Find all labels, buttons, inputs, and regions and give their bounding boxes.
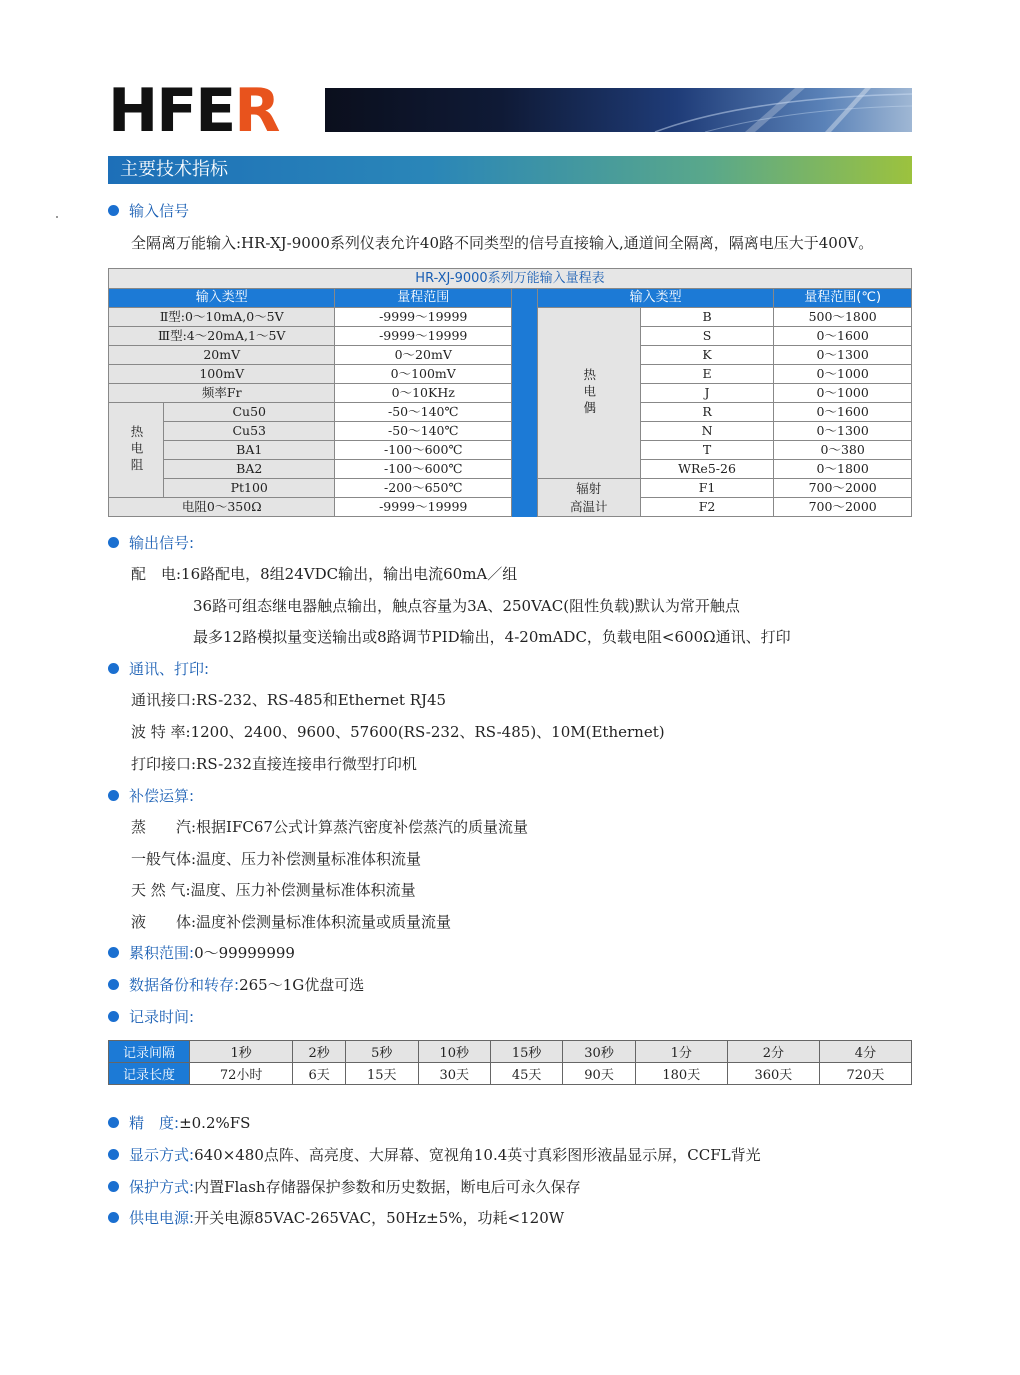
output-line-3: 最多12路模拟量变送输出或8路调节PID输出，4-20mADC，负载电阻<600Ω通讯、打印 (193, 628, 791, 646)
table-cell: 45天 (490, 1063, 562, 1085)
comp-line-3: 天 然 气:温度、压力补偿测量标准体积流量 (131, 881, 416, 899)
table-row (109, 479, 912, 498)
stray-mark (56, 216, 58, 218)
comp-line-2: 一般气体:温度、压力补偿测量标准体积流量 (131, 850, 422, 868)
comm-line-2: 波 特 率:1200、2400、9600、57600(RS-232、RS-485)、10M(Ethernet) (131, 723, 665, 741)
table-cell: 720天 (819, 1063, 911, 1085)
comm-line-1: 通讯接口:RS-232、RS-485和Ethernet RJ45 (131, 691, 447, 709)
bullet-dot-icon (108, 663, 119, 674)
table-cell: 30秒 (563, 1041, 635, 1063)
input-heading: 输入信号 (108, 200, 189, 221)
table-cell: J (640, 384, 774, 403)
table-cell: -200～650℃ (335, 479, 512, 498)
table-cell: 2分 (727, 1041, 819, 1063)
output-heading: 输出信号: (108, 532, 194, 553)
table-cell: R (640, 403, 774, 422)
col-header-range-right: 量程范围(℃) (774, 289, 912, 308)
output-line-2: 36路可组态继电器触点输出，触点容量为3A、250VAC(阻性负载)默认为常开触点 (193, 597, 740, 615)
bullet-dot-icon (108, 1149, 119, 1160)
protection-mode: 保护方式: 内置Flash存储器保护参数和历史数据，断电后可永久保存 (108, 1176, 581, 1197)
range-table-caption: HR-XJ-9000系列万能输入量程表 (109, 269, 912, 289)
rectime-heading: 记录时间: (108, 1006, 194, 1027)
table-cell: 电阻0～350Ω (109, 498, 335, 517)
table-cell: BA2 (164, 460, 335, 479)
col-header-input-type: 输入类型 (109, 289, 335, 308)
bullet-dot-icon (108, 537, 119, 548)
record-time-table (108, 1040, 912, 1085)
comm-line-3: 打印接口:RS-232直接连接串行微型打印机 (131, 755, 417, 773)
bullet-dot-icon (108, 979, 119, 990)
table-cell: 0～380 (774, 441, 912, 460)
table-row (109, 384, 912, 403)
table-cell: 15秒 (490, 1041, 562, 1063)
table-cell: S (640, 327, 774, 346)
table-cell: -9999～19999 (335, 327, 512, 346)
table-cell: 记录间隔 (109, 1041, 190, 1063)
bullet-dot-icon (108, 1181, 119, 1192)
table-cell: 700～2000 (774, 479, 912, 498)
table-cell: 记录长度 (109, 1063, 190, 1085)
table-cell: 30天 (418, 1063, 490, 1085)
table-cell: 100mV (109, 365, 335, 384)
header-banner (325, 88, 912, 132)
table-cell: 0～1800 (774, 460, 912, 479)
table-cell: N (640, 422, 774, 441)
table-cell: F1 (640, 479, 774, 498)
table-row (109, 346, 912, 365)
table-row (109, 498, 912, 517)
group-thermocouple: 热电偶 (537, 308, 640, 479)
table-cell: 72小时 (190, 1063, 293, 1085)
col-header-input-type-right: 输入类型 (537, 289, 773, 308)
table-cell: 0～1000 (774, 365, 912, 384)
table-cell: -100～600℃ (335, 441, 512, 460)
table-cell: 5秒 (346, 1041, 418, 1063)
table-cell: 0～1300 (774, 346, 912, 365)
table-cell: 0～100mV (335, 365, 512, 384)
table-cell: -50～140℃ (335, 403, 512, 422)
table-cell: 频率Fr (109, 384, 335, 403)
table-cell: B (640, 308, 774, 327)
power-supply: 供电电源: 开关电源85VAC-265VAC，50Hz±5%，功耗<120W (108, 1207, 564, 1228)
bullet-dot-icon (108, 1011, 119, 1022)
output-line-1: 配 电:16路配电，8组24VDC输出，输出电流60mA／组 (131, 565, 518, 583)
table-row (109, 308, 912, 327)
accum-range: 累积范围: 0～99999999 (108, 942, 295, 963)
table-cell: 0～20mV (335, 346, 512, 365)
table-cell: Ⅲ型:4～20mA,1～5V (109, 327, 335, 346)
logo-text-part2: R (234, 76, 279, 146)
table-cell: Cu53 (164, 422, 335, 441)
table-cell: E (640, 365, 774, 384)
table-row (109, 1063, 912, 1085)
group-rtd: 热电阻 (109, 403, 164, 498)
table-cell: 4分 (819, 1041, 911, 1063)
bullet-dot-icon (108, 1117, 119, 1128)
table-cell: BA1 (164, 441, 335, 460)
table-cell: 1分 (635, 1041, 727, 1063)
bullet-dot-icon (108, 1212, 119, 1223)
table-row (109, 1041, 912, 1063)
table-cell: WRe5-26 (640, 460, 774, 479)
table-cell: T (640, 441, 774, 460)
table-cell: 10秒 (418, 1041, 490, 1063)
table-row (109, 441, 912, 460)
table-cell: -9999～19999 (335, 308, 512, 327)
bullet-dot-icon (108, 205, 119, 216)
input-description: 全隔离万能输入:HR-XJ-9000系列仪表允许40路不同类型的信号直接输入,通道间全隔离，隔离电压大于400V。 (131, 234, 874, 252)
table-cell: 0～1600 (774, 327, 912, 346)
bullet-dot-icon (108, 790, 119, 801)
bullet-dot-icon (108, 947, 119, 958)
table-cell: 0～10KHz (335, 384, 512, 403)
table-cell: Pt100 (164, 479, 335, 498)
table-cell: -50～140℃ (335, 422, 512, 441)
table-cell: 15天 (346, 1063, 418, 1085)
logo (108, 76, 323, 146)
table-cell: -9999～19999 (335, 498, 512, 517)
section-title: 主要技术指标 (108, 156, 912, 184)
table-cell: 700～2000 (774, 498, 912, 517)
table-cell: -100～600℃ (335, 460, 512, 479)
table-cell: 20mV (109, 346, 335, 365)
display-mode: 显示方式: 640×480点阵、高亮度、大屏幕、宽视角10.4英寸真彩图形液晶显示屏，CCFL背光 (108, 1144, 761, 1165)
table-row (109, 327, 912, 346)
table-cell: 1秒 (190, 1041, 293, 1063)
table-row (109, 460, 912, 479)
table-cell: 90天 (563, 1063, 635, 1085)
range-table (108, 268, 912, 517)
comm-heading: 通讯、打印: (108, 658, 209, 679)
table-cell: 2秒 (293, 1041, 346, 1063)
comp-line-1: 蒸 汽:根据IFC67公式计算蒸汽密度补偿蒸汽的质量流量 (131, 818, 528, 836)
table-cell: F2 (640, 498, 774, 517)
table-cell: 0～1000 (774, 384, 912, 403)
table-cell: Cu50 (164, 403, 335, 422)
table-cell: Ⅱ型:0～10mA,0～5V (109, 308, 335, 327)
table-cell: K (640, 346, 774, 365)
table-cell (511, 289, 537, 517)
logo-text-part1: HFE (108, 76, 235, 146)
table-cell: 0～1600 (774, 403, 912, 422)
table-cell: 180天 (635, 1063, 727, 1085)
data-backup: 数据备份和转存: 265～1G优盘可选 (108, 974, 364, 995)
group-radiation-pyrometer: 辐射 高温计 (537, 479, 640, 517)
comp-line-4: 液 体:温度补偿测量标准体积流量或质量流量 (131, 913, 452, 931)
table-cell: 360天 (727, 1063, 819, 1085)
table-cell: 500～1800 (774, 308, 912, 327)
col-header-range: 量程范围 (335, 289, 512, 308)
comp-heading: 补偿运算: (108, 785, 194, 806)
table-cell: 0～1300 (774, 422, 912, 441)
precision: 精 度: ±0.2%FS (108, 1112, 250, 1133)
table-row (109, 403, 912, 422)
table-row (109, 422, 912, 441)
table-row (109, 365, 912, 384)
table-cell: 6天 (293, 1063, 346, 1085)
